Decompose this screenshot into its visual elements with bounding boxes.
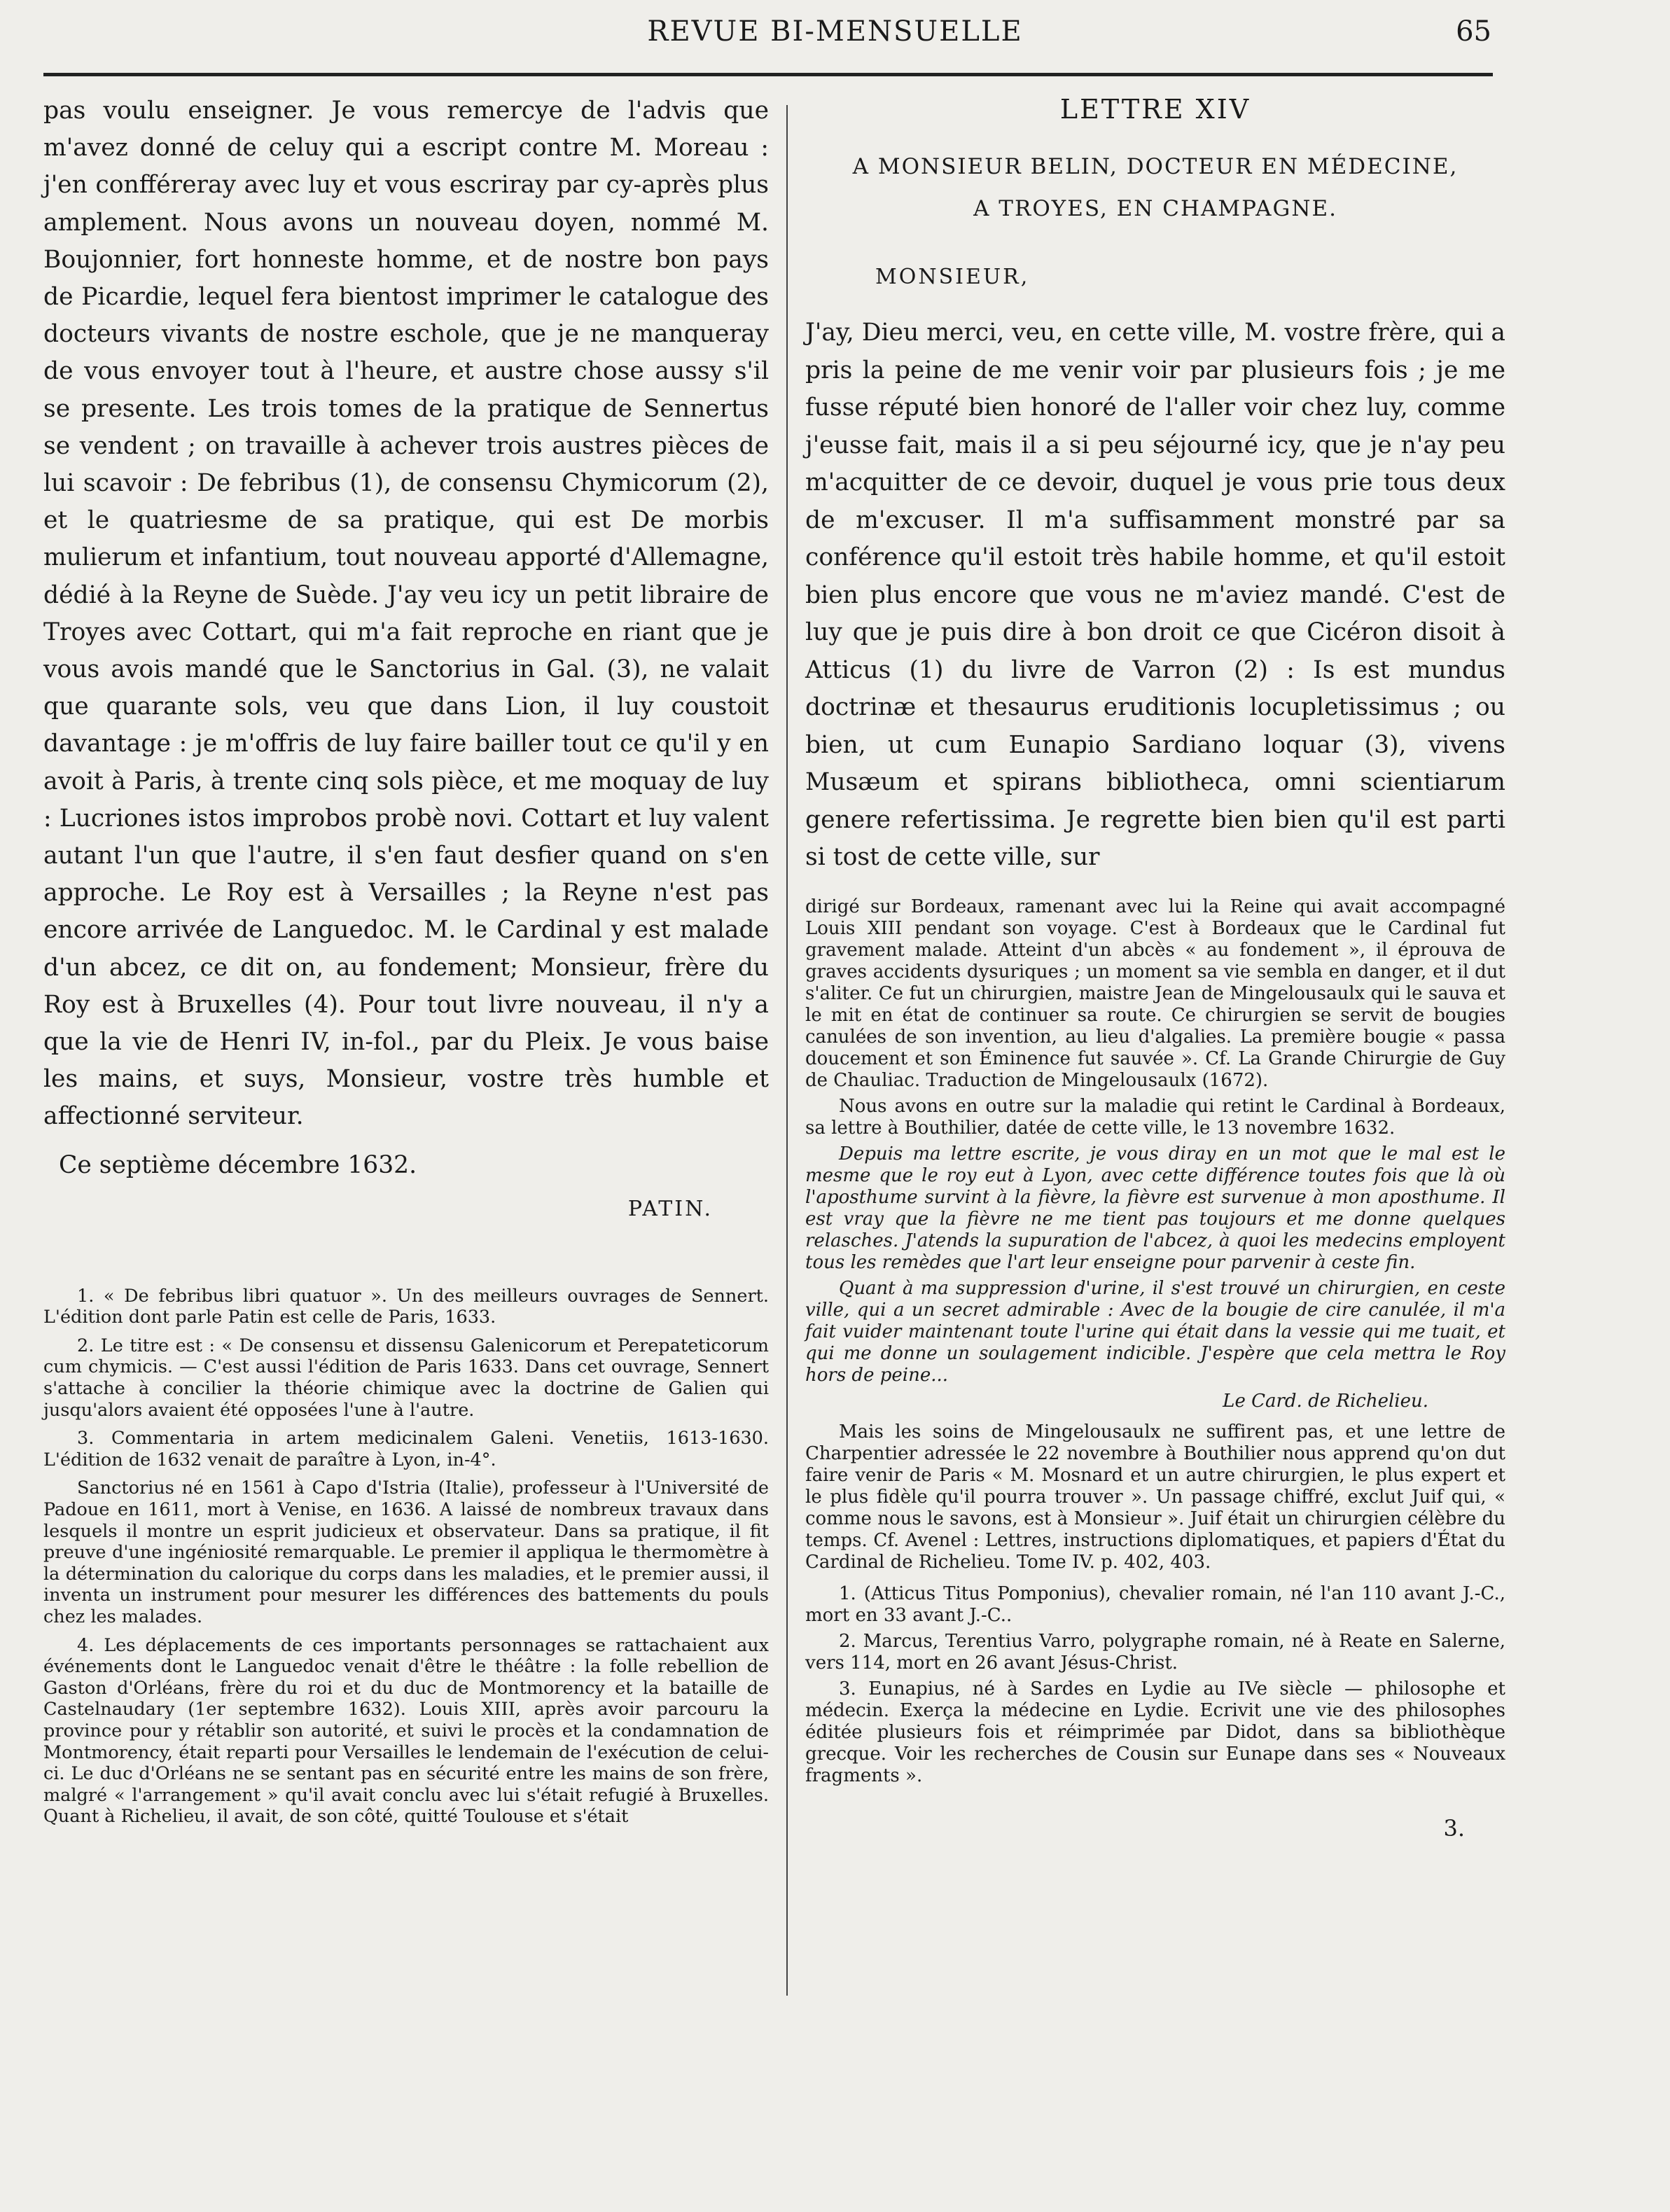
note-mingelousaulx: Mais les soins de Mingelousaulx ne suffirent pas, et une lettre de Charpentier adressée le 22 novembre à Bouthilier nous apprend qu'on dut faire venir de Paris « M. Mosnard et un autre chirurgien, le plus expert et le plus fidèle qu'il pourra trouver ». Un passage chiffré, exclut Juif qui, « comme nous le savons, est à Monsieur ». Juif était un chirurgien célèbre du temps. Cf. Avenel : Lettres, instructions diplomatiques, et papiers d'État du Cardinal de Richelieu. Tome IV. p. 402, 403. bbox=[805, 1421, 1505, 1573]
footnote-varro: 2. Marcus, Terentius Varro, polygraphe romain, né à Reate en Salerne, vers 114, mort en 26 avant Jésus-Christ. bbox=[805, 1630, 1505, 1674]
letter-salutation: MONSIEUR, bbox=[875, 265, 1030, 289]
letter-body: J'ay, Dieu merci, veu, en cette ville, M. vostre frère, qui a pris la peine de me venir voir par plusieurs fois ; je me fusse réputé bien honoré de l'aller voir chez luy, comme j'eusse fait, mais il a si peu séjourné icy, que je n'ay peu m'acquitter de ce devoir, duquel je vous prie tous deux de m'excuser. Il m'a suffisamment monstré par sa conférence qu'il estoit très habile homme, et qu'il estoit bien plus encore que vous ne m'aviez mandé. C'est de luy que je puis dire à bon droit ce que Cicéron disoit à Atticus (1) du livre de Varron (2) : Is est mundus doctrinæ et thesaurus eruditionis locupletissimus ; ou bien, ut cum Eunapio Sardiano loquar (3), vivens Musæum et spirans bibliotheca, omni scientiarum genere refertissima. Je regrette bien bien qu'il est parti si tost de cette ville, sur bbox=[805, 319, 1505, 871]
column-divider bbox=[786, 105, 788, 1996]
gathering-signature: 3. bbox=[1443, 1814, 1465, 1842]
page-number: 65 bbox=[1456, 15, 1491, 48]
letter-date: Ce septième décembre 1632. bbox=[59, 1150, 417, 1179]
running-header-title: REVUE BI-MENSUELLE bbox=[647, 15, 1023, 48]
footnote-3: 3. Commentaria in artem medicinalem Galeni. Venetiis, 1613-1630. L'édition de 1632 venait de paraître à Lyon, in-4°. bbox=[43, 1428, 769, 1470]
footnote-eunapius: 3. Eunapius, né à Sardes en Lydie au IVe siècle — philosophe et médecin. Exerça la médecine en Lydie. Ecrivit une vie des philosophes éditée plusieurs fois et réimprimée par Didot, dans sa bibliothèque grecque. Voir les recherches de Cousin sur Eunape dans ses « Nouveaux fragments ». bbox=[805, 1678, 1505, 1786]
left-column bbox=[43, 92, 769, 1835]
letter-body-continuation: pas voulu enseigner. Je vous remercye de l'advis que m'avez donné de celuy qui a escript contre M. Moreau : j'en confféreray avec luy et vous escriray par cy-après plus amplement. Nous avons un nouveau doyen, nommé M. Boujonnier, fort honneste homme, et de nostre bon pays de Picardie, lequel fera bientost imprimer le catalogue des docteurs vivants de nostre eschole, que je ne manqueray de vous envoyer tout à l'heure, et austre chose aussy s'il se presente. Les trois tomes de la pratique de Sennertus se vendent ; on travaille à achever trois austres pièces de lui scavoir : De febribus (1), de consensu Chymicorum (2), et le quatriesme de sa pratique, qui est De morbis mulierum et infantium, tout nouveau apporté d'Allemagne, dédié à la Reyne de Suède. J'ay veu icy un petit libraire de Troyes avec Cottart, qui m'a fait reproche en riant que je vous avois mandé que le Sanctorius in Gal. (3), ne valait que quarante sols, veu que dans Lion, il luy coustoit davantage : je m'offris de luy faire bailler tout ce qu'il y en avoit à Paris, à trente cinq sols pièce, et me moquay de luy : Lucriones istos improbos probè novi. Cottart et luy valent autant l'un que l'autre, il s'en faut desfier quand on s'en approche. Le Roy est à Versailles ; la Reyne n'est pas encore arrivée de Languedoc. M. le Cardinal y est malade d'un abcez, ce dit on, au fondement; Monsieur, frère du Roy est à Bruxelles (4). Pour tout livre nouveau, il n'y a que la vie de Henri IV, in-fol., par du Pleix. Je vous baise les mains, et suys, Monsieur, vostre très humble et affectionné serviteur. bbox=[43, 97, 769, 1131]
left-footnotes bbox=[43, 1286, 769, 1828]
footnote-atticus: 1. (Atticus Titus Pomponius), chevalier romain, né l'an 110 avant J.-C., mort en 33 avant J.-C.. bbox=[805, 1583, 1505, 1626]
note-continuation: dirigé sur Bordeaux, ramenant avec lui la Reine qui avait accompagné Louis XIII pendant son voyage. C'est à Bordeaux que le Cardinal fut gravement malade. Atteint d'un abcès « au fondement », il éprouva de graves accidents dysuriques ; un moment sa vie sembla en danger, et il dut s'aliter. Ce fut un chirurgien, maistre Jean de Mingelousaulx qui le sauva et le mit en état de continuer sa route. Ce chirurgien se servit de bougies canulées de son invention, au lieu d'algalies. La première bougie « passa doucement et son Éminence fut sauvée ». Cf. La Grande Chirurgie de Guy de Chauliac. Traduction de Mingelousaulx (1672). bbox=[805, 896, 1505, 1091]
richelieu-quote-2: Quant à ma suppression d'urine, il s'est trouvé un chirurgien, en ceste ville, qui a un secret admirable : Avec de la bougie de cire canulée, il m'a fait vuider maintenant toute l'urine qui était dans la vessie qui me tuait, et qui me donne un soulagement indicible. J'espère que cela mettra le Roy hors de peine... bbox=[805, 1277, 1505, 1386]
header-rule bbox=[43, 73, 1493, 76]
letter-addressee bbox=[805, 146, 1505, 230]
footnote-4: 4. Les déplacements de ces importants personnages se rattachaient aux événements dont le Languedoc venait d'être le théâtre : la folle rebellion de Gaston d'Orléans, frère du roi et du duc de Montmorency et la bataille de Castelnaudary (1er septembre 1632). Louis XIII, après avoir parcouru la province pour y rétablir son autorité, et suivi le procès et la condamnation de Montmorency, était reparti pour Versailles le lendemain de l'exécution de celui-ci. Le duc d'Orléans ne se sentant pas en sécurité entre les mains de son frère, malgré « l'arrangement » qu'il avait conclu avec lui s'était refugié à Bruxelles. Quant à Richelieu, il avait, de son côté, quitté Toulouse et s'était bbox=[43, 1634, 769, 1828]
footnote-3-sanctorius: Sanctorius né en 1561 à Capo d'Istria (Italie), professeur à l'Université de Padoue en 1611, mort à Venise, en 1636. A laissé de nombreux travaux dans lesquels il montre un esprit judicieux et observateur. Dans sa pratique, il fit preuve d'une ingéniosité remarquable. Le premier il appliqua le thermomètre à la détermination du calorique du corps dans les maladies, et le premier aussi, il inventa un instrument pour mesurer les différences des battements du pouls chez les malades. bbox=[43, 1477, 769, 1627]
addressee-line-2: A TROYES, EN CHAMPAGNE. bbox=[973, 196, 1337, 221]
richelieu-quote-1: Depuis ma lettre escrite, je vous diray en un mot que le mal est le mesme que le roy eut à Lyon, avec cette différence toutes fois que là où l'aposthume survint à la fièvre, la fièvre est survenue à mon aposthume. Il est vray que la fièvre ne me tient pas toujours et me donne quelques relasches. J'atends la supuration de l'abcez, à quoi les medecins employent tous les remèdes que l'art leur enseigne pour parvenir à ceste fin. bbox=[805, 1143, 1505, 1273]
note-richelieu-letter: Nous avons en outre sur la maladie qui retint le Cardinal à Bordeaux, sa lettre à Bouthilier, datée de cette ville, le 13 novembre 1632. bbox=[805, 1095, 1505, 1139]
addressee-line-1: A MONSIEUR BELIN, DOCTEUR EN MÉDECINE, bbox=[852, 154, 1459, 179]
quote-signature: Le Card. de Richelieu. bbox=[1223, 1390, 1428, 1412]
right-column bbox=[805, 92, 1505, 1842]
footnote-2: 2. Le titre est : « De consensu et dissensu Galenicorum et Perepateticorum cum chymicis. — C'est aussi l'édition de Paris 1633. Dans cet ouvrage, Sennert s'attache à concilier la théorie chimique avec la doctrine de Galien qui jusqu'alors avaient été opposées l'une à l'autre. bbox=[43, 1335, 769, 1421]
letter-signature: PATIN. bbox=[627, 1196, 713, 1221]
footnote-1: 1. « De febribus libri quatuor ». Un des meilleurs ouvrages de Sennert. L'édition dont parle Patin est celle de Paris, 1633. bbox=[43, 1285, 769, 1328]
right-notes bbox=[805, 896, 1505, 1787]
letter-heading: LETTRE XIV bbox=[1059, 94, 1251, 125]
